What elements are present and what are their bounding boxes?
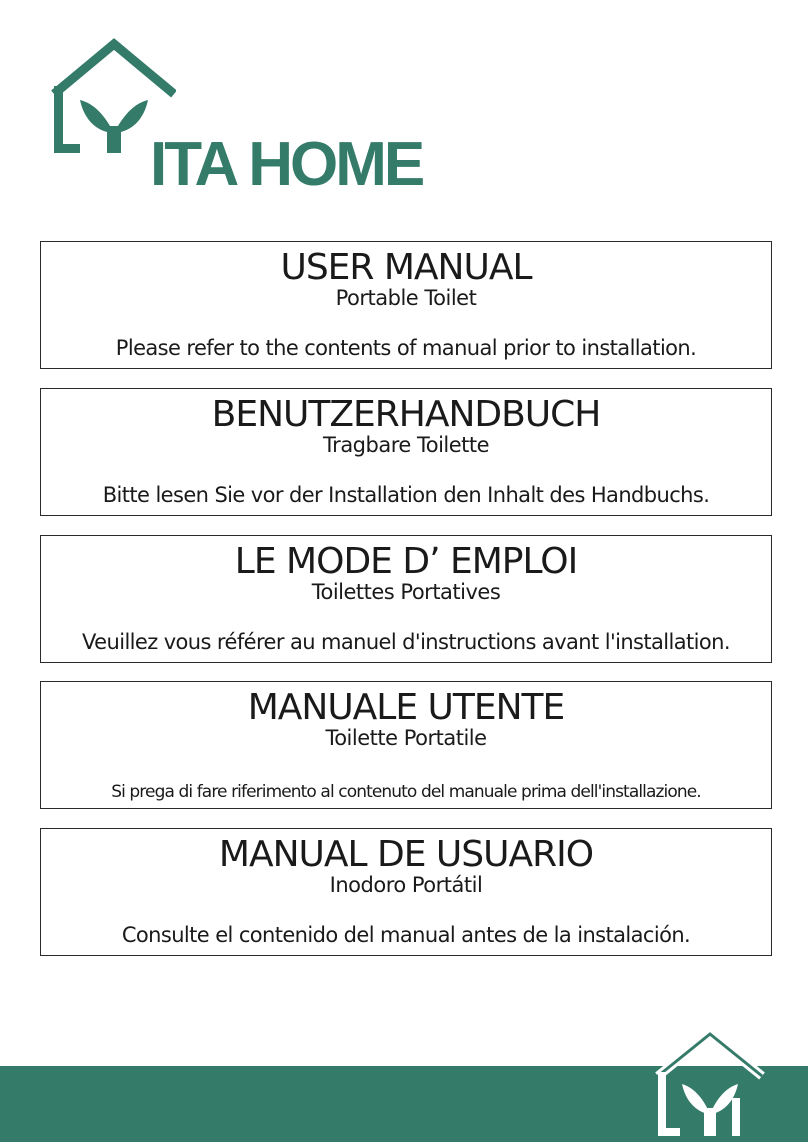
section-description: Si prega di fare riferimento al contenuto del manuale prima dell'installazione. bbox=[111, 782, 701, 802]
footer-logo bbox=[650, 1028, 770, 1142]
brand-name: ITA HOME bbox=[150, 130, 423, 199]
section-subtitle: Toilette Portatile bbox=[325, 726, 487, 750]
section-description: Bitte lesen Sie vor der Installation den Inhalt des Handbuchs. bbox=[102, 483, 710, 507]
manual-section-french bbox=[40, 535, 772, 663]
section-subtitle: Tragbare Toilette bbox=[322, 433, 490, 457]
house-y-logo-icon bbox=[650, 1028, 770, 1142]
section-subtitle: Inodoro Portátil bbox=[329, 873, 483, 897]
manual-section-english bbox=[40, 241, 772, 369]
section-subtitle: Toilettes Portatives bbox=[311, 580, 501, 604]
section-description: Veuillez vous référer au manuel d'instructions avant l'installation. bbox=[82, 630, 730, 654]
manual-section-italian bbox=[40, 681, 772, 809]
section-title: BENUTZERHANDBUCH bbox=[211, 394, 601, 435]
section-description: Consulte el contenido del manual antes de la instalación. bbox=[121, 923, 691, 947]
manual-section-spanish bbox=[40, 828, 772, 956]
section-subtitle: Portable Toilet bbox=[335, 286, 477, 310]
section-title: MANUALE UTENTE bbox=[247, 687, 565, 728]
section-title: USER MANUAL bbox=[280, 247, 532, 288]
section-title: MANUAL DE USUARIO bbox=[218, 834, 594, 875]
manual-section-german bbox=[40, 388, 772, 516]
section-title: LE MODE D’ EMPLOI bbox=[234, 541, 578, 582]
section-description: Please refer to the contents of manual prior to installation. bbox=[115, 336, 697, 360]
brand-logo bbox=[46, 38, 466, 199]
